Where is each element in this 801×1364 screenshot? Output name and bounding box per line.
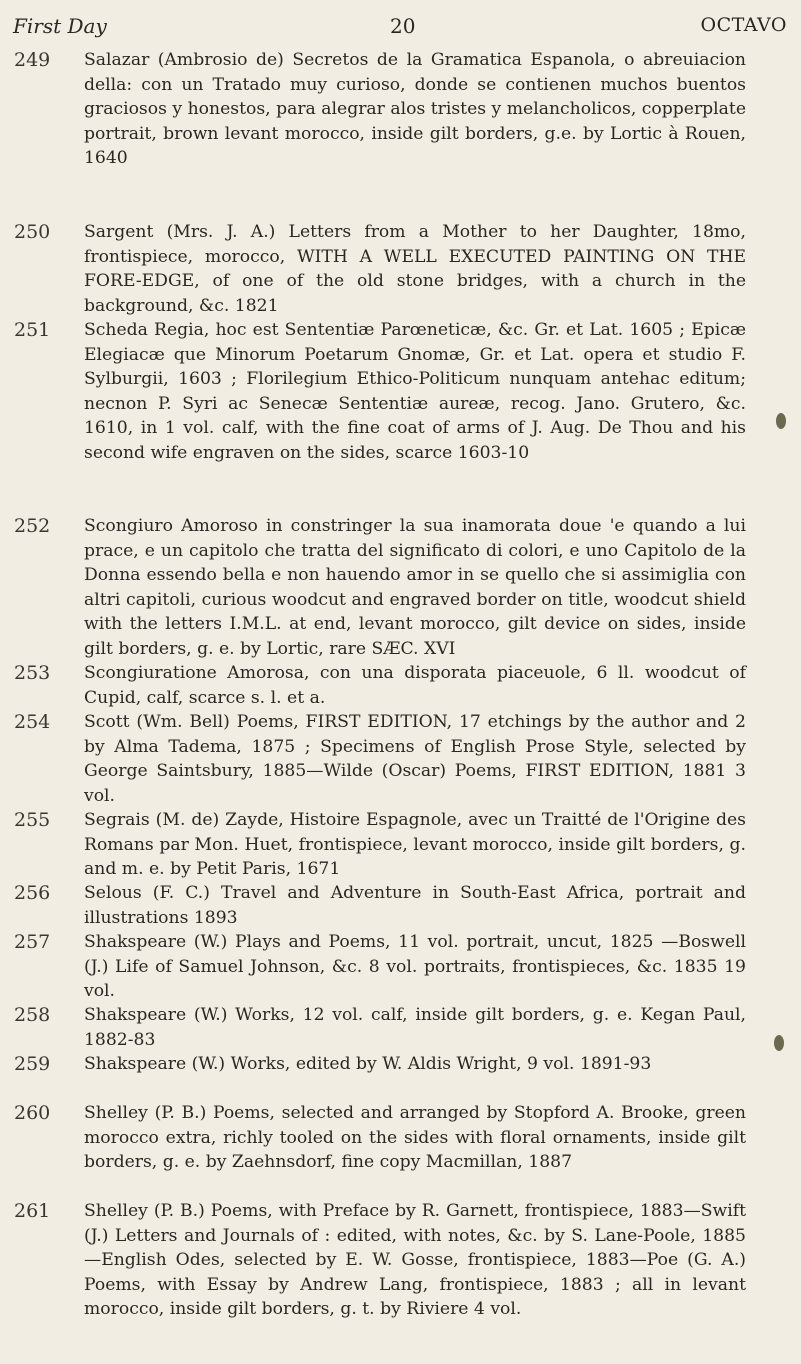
lot-entry	[0, 881, 801, 930]
lot-description: Shakspeare (W.) Plays and Poems, 11 vol. portrait, uncut, 1825 —Boswell (J.) Life of Samuel Johnson, &c. 8 vol. portraits, frontispieces, &c. 1835 19 vol.	[84, 932, 746, 1001]
lot-description: Shakspeare (W.) Works, 12 vol. calf, inside gilt borders, g. e. Kegan Paul, 1882-83	[84, 1005, 746, 1050]
lot-number: 254	[14, 711, 51, 733]
lot-number: 260	[14, 1102, 51, 1124]
lot-entry	[0, 710, 801, 808]
lot-description: Scongiuratione Amorosa, con una disporata piaceuole, 6 ll. woodcut of Cupid, calf, scarce s. l. et a.	[84, 663, 746, 708]
lot-number: 258	[14, 1004, 51, 1026]
lot-entry	[0, 48, 801, 220]
lot-number: 255	[14, 809, 51, 831]
lot-number: 251	[14, 319, 51, 341]
lot-description: Salazar (Ambrosio de) Secretos de la Gramatica Espanola, o abreuiacion della: con un Tratado muy curioso, donde se contienen muchos buentos graciosos y honestos, para alegrar alos tristes y melancholicos, copperplate portrait, brown levant morocco, inside gilt borders, g.e. by Lortic à Rouen, 1640	[84, 50, 746, 168]
lot-description: Scongiuro Amoroso in constringer la sua inamorata doue 'e quando a lui prace, e un capitolo che tratta del significato di colori, e uno Capitolo de la Donna essendo bella e non hauendo amor in se quello che si assimiglia con altri capitoli, curious woodcut and engraved border on title, woodcut shield with the letters I.M.L. at end, levant morocco, gilt device on sides, inside gilt borders, g. e. by Lortic, rare SÆC. XVI	[84, 516, 746, 659]
lot-entry	[0, 808, 801, 881]
lot-entry	[0, 1003, 801, 1052]
lot-number: 261	[14, 1200, 51, 1222]
lot-description: Sargent (Mrs. J. A.) Letters from a Mother to her Daughter, 18mo, frontispiece, morocco, WITH A WELL EXECUTED PAINTING ON THE FORE-EDGE, of one of the old stone bridges, with a church in the background, &c. 1821	[84, 222, 746, 316]
lot-number: 252	[14, 515, 51, 537]
lot-description: Shakspeare (W.) Works, edited by W. Aldis Wright, 9 vol. 1891-93	[84, 1054, 652, 1074]
lot-number: 257	[14, 931, 51, 953]
lot-entry	[0, 1101, 801, 1199]
page-header	[0, 14, 801, 44]
section-title: First Day	[13, 14, 107, 38]
lot-entry	[0, 1199, 801, 1346]
ink-spot-icon	[772, 1032, 786, 1054]
page-number: 20	[390, 14, 416, 38]
lot-entry	[0, 930, 801, 1003]
lot-entry	[0, 220, 801, 318]
lot-description: Shelley (P. B.) Poems, with Preface by R. Garnett, frontispiece, 1883—Swift (J.) Letters and Journals of : edited, with notes, &c. by S. Lane-Poole, 1885—English Odes, selected by E. W. Gosse, frontispiece, 1883—Poe (G. A.) Poems, with Essay by Andrew Lang, frontispiece, 1883 ; all in levant morocco, inside gilt borders, g. t. by Riviere 4 vol.	[84, 1201, 746, 1319]
format-label: OCTAVO	[700, 14, 787, 36]
catalogue-entries	[0, 48, 801, 1346]
lot-number: 256	[14, 882, 51, 904]
lot-number: 250	[14, 221, 51, 243]
lot-description: Shelley (P. B.) Poems, selected and arranged by Stopford A. Brooke, green morocco extra, richly tooled on the sides with floral ornaments, inside gilt borders, g. e. by Zaehnsdorf, fine copy Macmillan, 1887	[84, 1103, 746, 1172]
lot-description: Scheda Regia, hoc est Sententiæ Parœneticæ, &c. Gr. et Lat. 1605 ; Epicæ Elegiacæ que Minorum Poetarum Gnomæ, Gr. et Lat. opera et studio F. Sylburgii, 1603 ; Florilegium Ethico-Politicum nunquam antehac editum; necnon P. Syri ac Senecæ Sententiæ aureæ, recog. Jano. Grutero, &c. 1610, in 1 vol. calf, with the fine coat of arms of J. Aug. De Thou and his second wife engraven on the sides, scarce 1603-10	[84, 320, 746, 463]
lot-entry	[0, 318, 801, 514]
lot-number: 259	[14, 1053, 51, 1075]
lot-entry	[0, 661, 801, 710]
lot-description: Scott (Wm. Bell) Poems, FIRST EDITION, 17 etchings by the author and 2 by Alma Tadema, 1875 ; Specimens of English Prose Style, selected by George Saintsbury, 1885—Wilde (Oscar) Poems, FIRST EDITION, 1881 3 vol.	[84, 712, 746, 806]
ink-spot-icon	[774, 410, 788, 432]
lot-entry	[0, 514, 801, 661]
lot-number: 253	[14, 662, 51, 684]
lot-description: Segrais (M. de) Zayde, Histoire Espagnole, avec un Traitté de l'Origine des Romans par Mon. Huet, frontispiece, levant morocco, inside gilt borders, g. and m. e. by Petit Paris, 1671	[84, 810, 746, 879]
lot-entry	[0, 1052, 801, 1101]
lot-description: Selous (F. C.) Travel and Adventure in South-East Africa, portrait and illustrations 1893	[84, 883, 746, 928]
lot-number: 249	[14, 49, 51, 71]
